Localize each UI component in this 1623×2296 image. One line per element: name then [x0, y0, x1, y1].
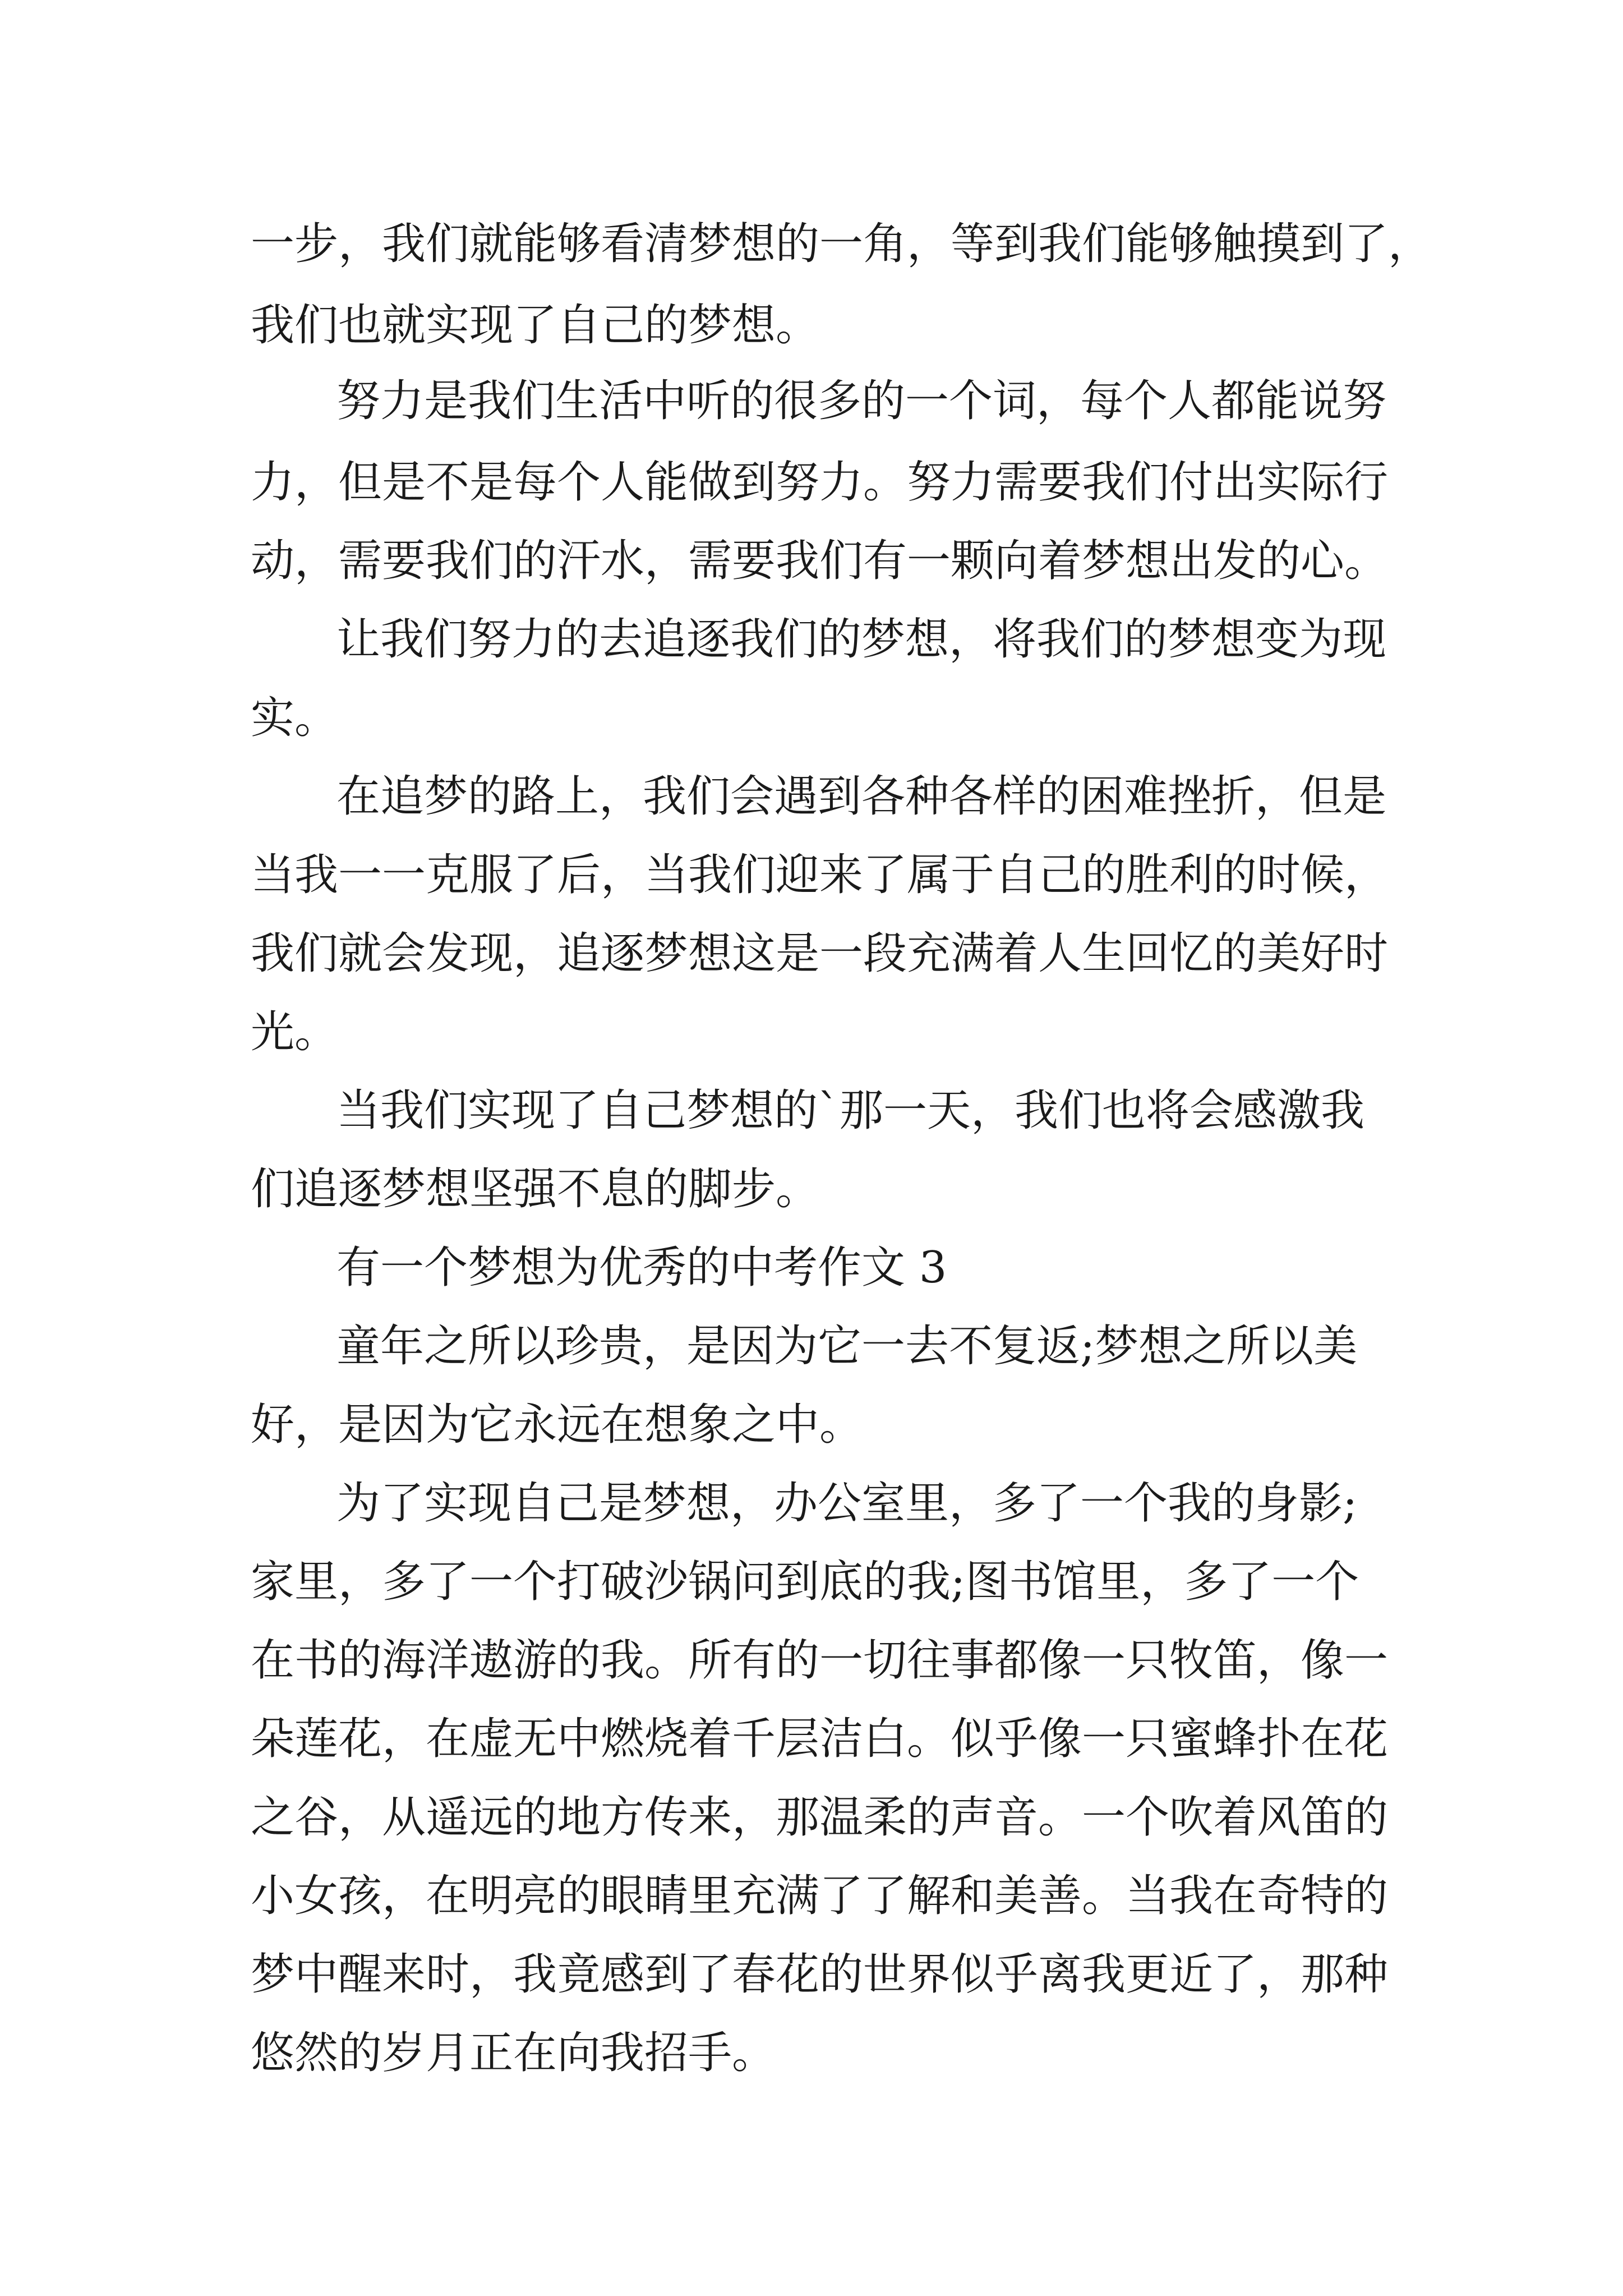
text-line: 当我一一克服了后，当我们迎来了属于自己的胜利的时候，: [251, 850, 1389, 900]
text-line: 在书的海洋遨游的我。所有的一切往事都像一只牧笛，像一: [251, 1635, 1389, 1686]
text-line: 好，是因为它永远在想象之中。: [251, 1400, 864, 1450]
text-line: 们追逐梦想坚强不息的脚步。: [251, 1164, 820, 1214]
paragraph-start-line: 童年之所以珍贵，是因为它一去不复返;梦想之所以美: [336, 1321, 1358, 1372]
text-line: 悠然的岁月正在向我招手。: [251, 2028, 776, 2078]
paragraph-start-line: 在追梦的路上，我们会遇到各种各样的困难挫折，但是: [336, 771, 1387, 822]
paragraph-start-line: 让我们努力的去追逐我们的梦想，将我们的梦想变为现: [336, 614, 1387, 665]
section-heading: 有一个梦想为优秀的中考作文 3: [336, 1243, 947, 1293]
paragraph-start-line: 当我们实现了自己梦想的`那一天，我们也将会感激我: [336, 1085, 1365, 1136]
text-line: 家里，多了一个打破沙锅问到底的我;图书馆里，多了一个: [251, 1557, 1359, 1607]
text-line: 朵莲花，在虚无中燃烧着千层洁白。似乎像一只蜜蜂扑在花: [251, 1714, 1389, 1764]
text-line: 我们也就实现了自己的梦想。: [251, 300, 820, 351]
text-line: 动，需要我们的汗水，需要我们有一颗向着梦想出发的心。: [251, 536, 1389, 586]
text-line: 一步，我们就能够看清梦想的一角，等到我们能够触摸到了，: [251, 219, 1432, 269]
text-line: 梦中醒来时，我竟感到了春花的世界似乎离我更近了，那种: [251, 1949, 1389, 2000]
paragraph-start-line: 为了实现自己是梦想，办公室里，多了一个我的身影;: [336, 1478, 1358, 1529]
paragraph-start-line: 努力是我们生活中听的很多的一个词，每个人都能说努: [336, 376, 1387, 426]
text-line: 之谷，从遥远的地方传来，那温柔的声音。一个吹着风笛的: [251, 1792, 1389, 1843]
text-line: 我们就会发现，追逐梦想这是一段充满着人生回忆的美好时: [251, 928, 1389, 979]
text-line: 光。: [251, 1007, 339, 1057]
text-line: 实。: [251, 693, 339, 743]
text-line: 力，但是不是每个人能做到努力。努力需要我们付出实际行: [251, 457, 1389, 508]
text-line: 小女孩，在明亮的眼睛里充满了了解和美善。当我在奇特的: [251, 1871, 1389, 1921]
